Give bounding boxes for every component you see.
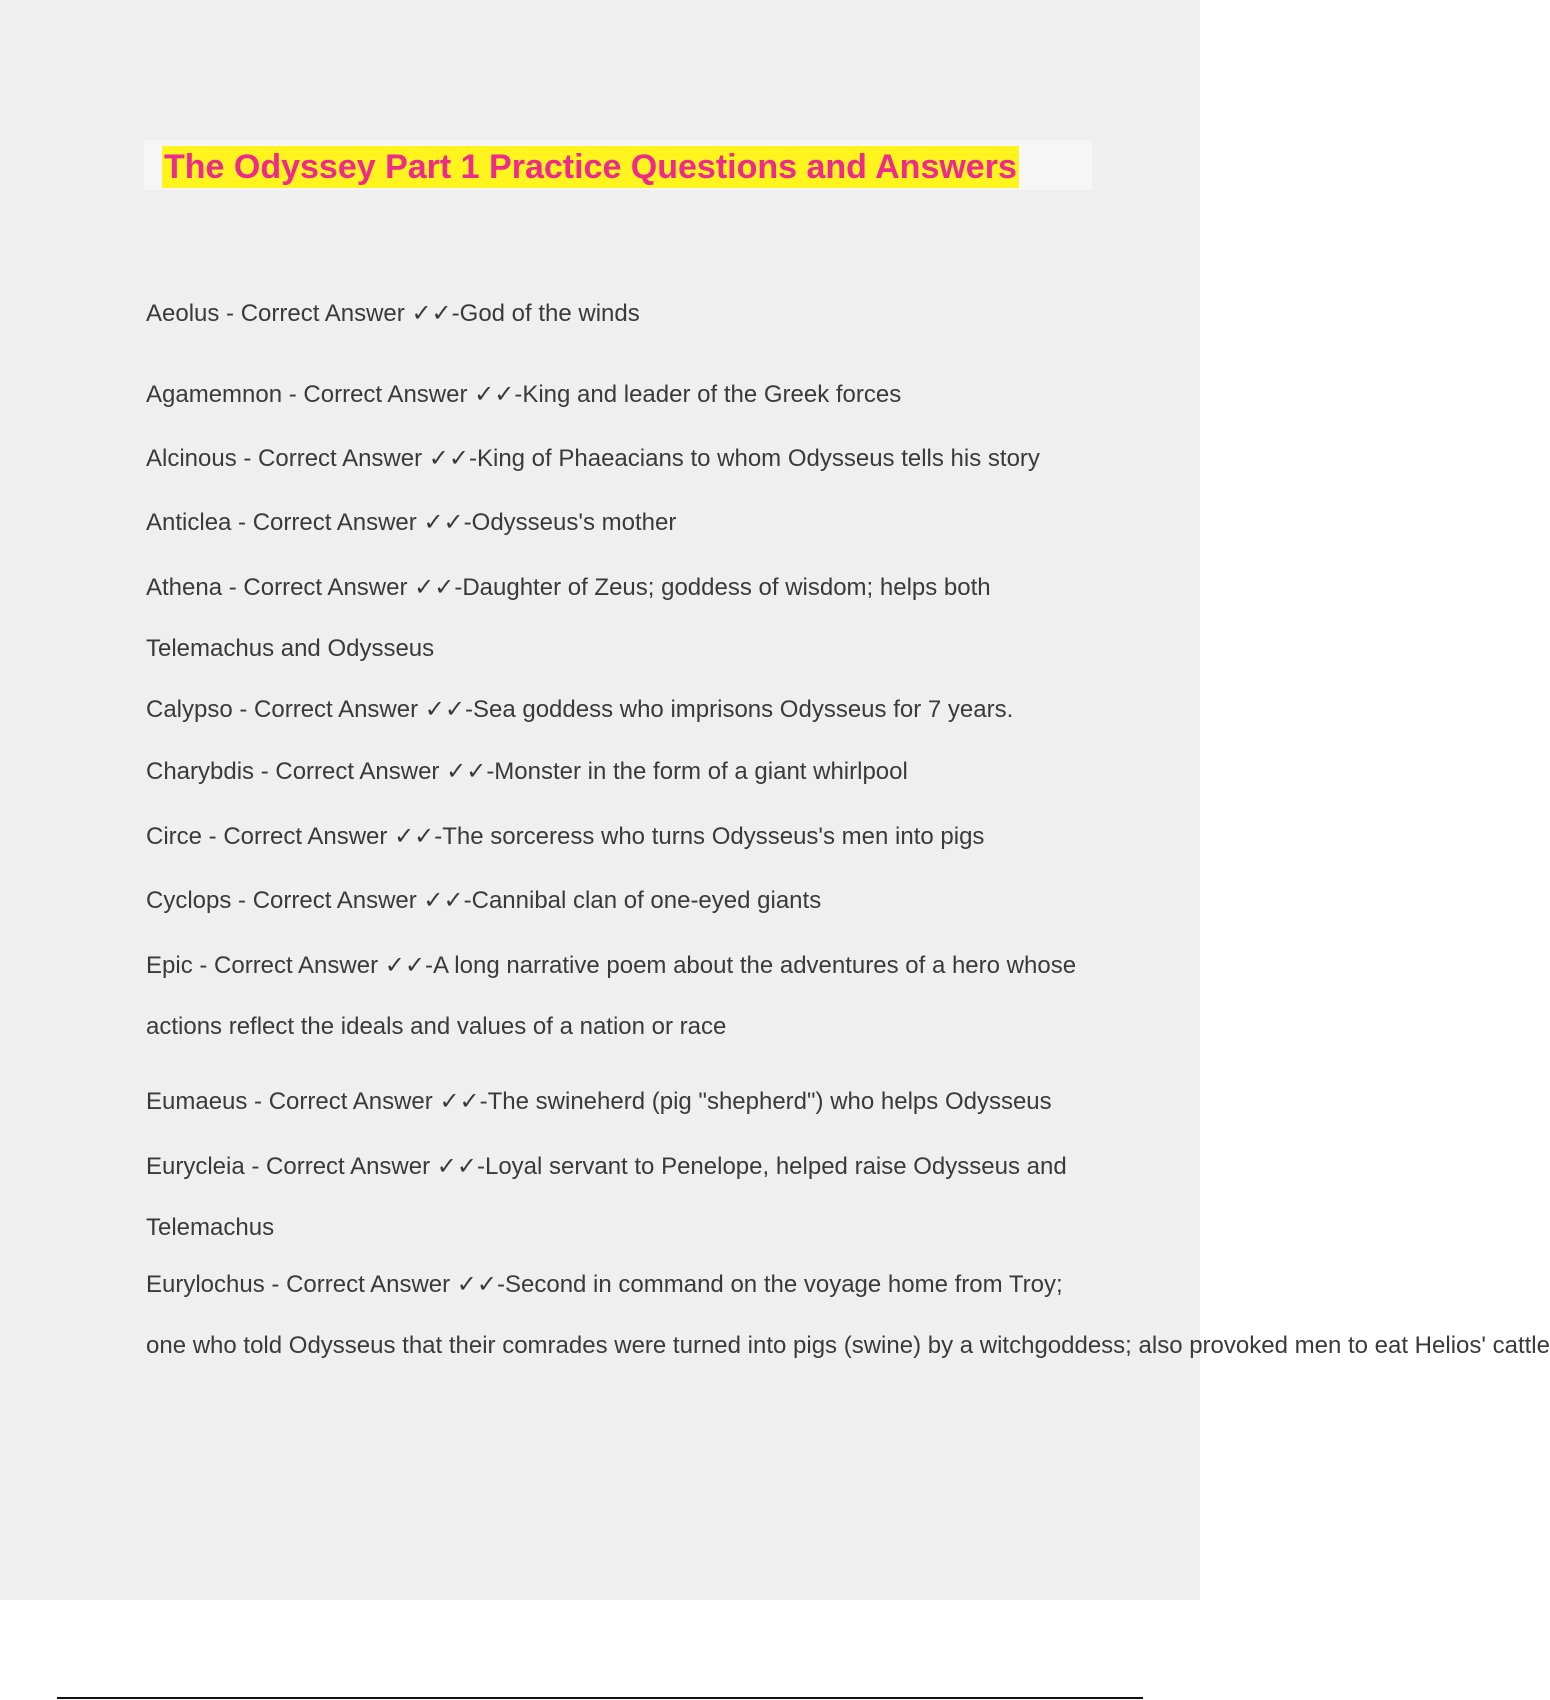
qa-entry <box>146 1255 1550 1376</box>
qa-entry <box>146 807 1096 868</box>
correct-answer-label: - Correct Answer <box>244 1153 437 1180</box>
qa-term: Agamemnon <box>146 381 283 408</box>
qa-term: Charybdis <box>146 758 255 785</box>
correct-answer-label: - Correct Answer <box>254 758 447 785</box>
double-check-icon: ✓✓ <box>411 300 452 327</box>
qa-entry <box>146 1072 1096 1133</box>
qa-term: Epic <box>146 952 193 979</box>
qa-answer-continuation: actions reflect the ideals and values of a nation or race <box>146 1012 727 1040</box>
qa-answer-continuation: Telemachus <box>146 1213 275 1241</box>
correct-answer-label: - Correct Answer <box>247 1088 440 1115</box>
qa-term: Calypso <box>146 696 233 723</box>
qa-answer: -The sorceress who turns Odysseus's men into pigs <box>434 823 985 850</box>
qa-answer-continuation: one who told Odysseus that their comrades were turned into pigs (swine) by a witch <box>146 1331 1035 1359</box>
qa-term: Alcinous <box>146 445 237 472</box>
correct-answer-label: - Correct Answer <box>264 1271 457 1298</box>
double-check-icon: ✓✓ <box>424 696 465 723</box>
qa-answer: -Odysseus's mother <box>463 509 677 536</box>
qa-answer-continuation: Telemachus and Odysseus <box>146 634 435 662</box>
qa-answer: -King and leader of the Greek forces <box>514 381 902 408</box>
qa-answer: -Cannibal clan of one-eyed giants <box>463 887 822 914</box>
qa-entry <box>146 1137 1096 1258</box>
qa-term: Eurycleia <box>146 1153 245 1180</box>
qa-line <box>146 365 1096 426</box>
correct-answer-label: - Correct Answer <box>282 381 475 408</box>
qa-answer: -The swineherd (pig "shepherd") who helps Odysseus <box>479 1088 1052 1115</box>
qa-answer: -God of the winds <box>451 300 640 327</box>
qa-line <box>146 493 1096 554</box>
qa-answer: -Loyal servant to Penelope, helped raise Odysseus and <box>476 1153 1067 1180</box>
double-check-icon: ✓✓ <box>423 887 464 914</box>
qa-answer: -Second in command on the voyage home from Troy; <box>497 1271 1063 1298</box>
correct-answer-label: - Correct Answer <box>222 574 415 601</box>
qa-term: Athena <box>146 574 223 601</box>
qa-line <box>146 1072 1096 1133</box>
qa-entry <box>146 429 1096 490</box>
qa-entry <box>146 365 1096 426</box>
qa-term: Circe <box>146 823 203 850</box>
correct-answer-label: - Correct Answer <box>202 823 395 850</box>
double-check-icon: ✓✓ <box>436 1153 477 1180</box>
qa-answer: -Daughter of Zeus; goddess of wisdom; helps both <box>454 574 991 601</box>
qa-answer: -Sea goddess who imprisons Odysseus for 7 years. <box>464 696 1014 723</box>
qa-line <box>146 680 1096 741</box>
qa-term: Aeolus <box>146 300 220 327</box>
double-check-icon: ✓✓ <box>474 381 515 408</box>
qa-entry <box>146 871 1096 932</box>
qa-entry <box>146 680 1096 741</box>
qa-answer: -King of Phaeacians to whom Odysseus tells his story <box>468 445 1040 472</box>
qa-line <box>146 742 1096 803</box>
qa-term: Eurylochus <box>146 1271 265 1298</box>
correct-answer-label: - Correct Answer <box>231 509 424 536</box>
qa-line <box>146 429 1096 490</box>
qa-line <box>146 871 1096 932</box>
qa-entry <box>146 742 1096 803</box>
qa-line <box>146 284 1096 345</box>
double-check-icon: ✓✓ <box>439 1088 480 1115</box>
double-check-icon: ✓✓ <box>414 574 455 601</box>
double-check-icon: ✓✓ <box>456 1271 497 1298</box>
double-check-icon: ✓✓ <box>446 758 487 785</box>
qa-entry <box>146 493 1096 554</box>
qa-entry <box>146 284 1096 345</box>
qa-term: Cyclops <box>146 887 232 914</box>
qa-answer: -A long narrative poem about the adventures of a hero whose <box>424 952 1077 979</box>
qa-term: Eumaeus <box>146 1088 248 1115</box>
qa-line <box>146 1137 1096 1198</box>
qa-entry <box>146 558 1096 679</box>
double-check-icon: ✓✓ <box>423 509 464 536</box>
qa-line <box>146 1255 1096 1316</box>
correct-answer-label: - Correct Answer <box>219 300 412 327</box>
qa-line <box>146 558 1096 619</box>
correct-answer-label: - Correct Answer <box>232 696 425 723</box>
document-title: The Odyssey Part 1 Practice Questions and Answers <box>164 148 1017 186</box>
qa-line <box>146 936 1096 997</box>
double-check-icon: ✓✓ <box>384 952 425 979</box>
qa-entry <box>146 936 1096 1057</box>
footer-rule <box>57 1697 1143 1699</box>
double-check-icon: ✓✓ <box>394 823 435 850</box>
qa-answer-continuation: goddess; also provoked men to eat Helios' cattle <box>1034 1331 1550 1359</box>
correct-answer-label: - Correct Answer <box>231 887 424 914</box>
qa-term: Anticlea <box>146 509 232 536</box>
correct-answer-label: - Correct Answer <box>192 952 385 979</box>
qa-answer: -Monster in the form of a giant whirlpool <box>486 758 908 785</box>
correct-answer-label: - Correct Answer <box>236 445 429 472</box>
double-check-icon: ✓✓ <box>428 445 469 472</box>
qa-line <box>146 807 1096 868</box>
